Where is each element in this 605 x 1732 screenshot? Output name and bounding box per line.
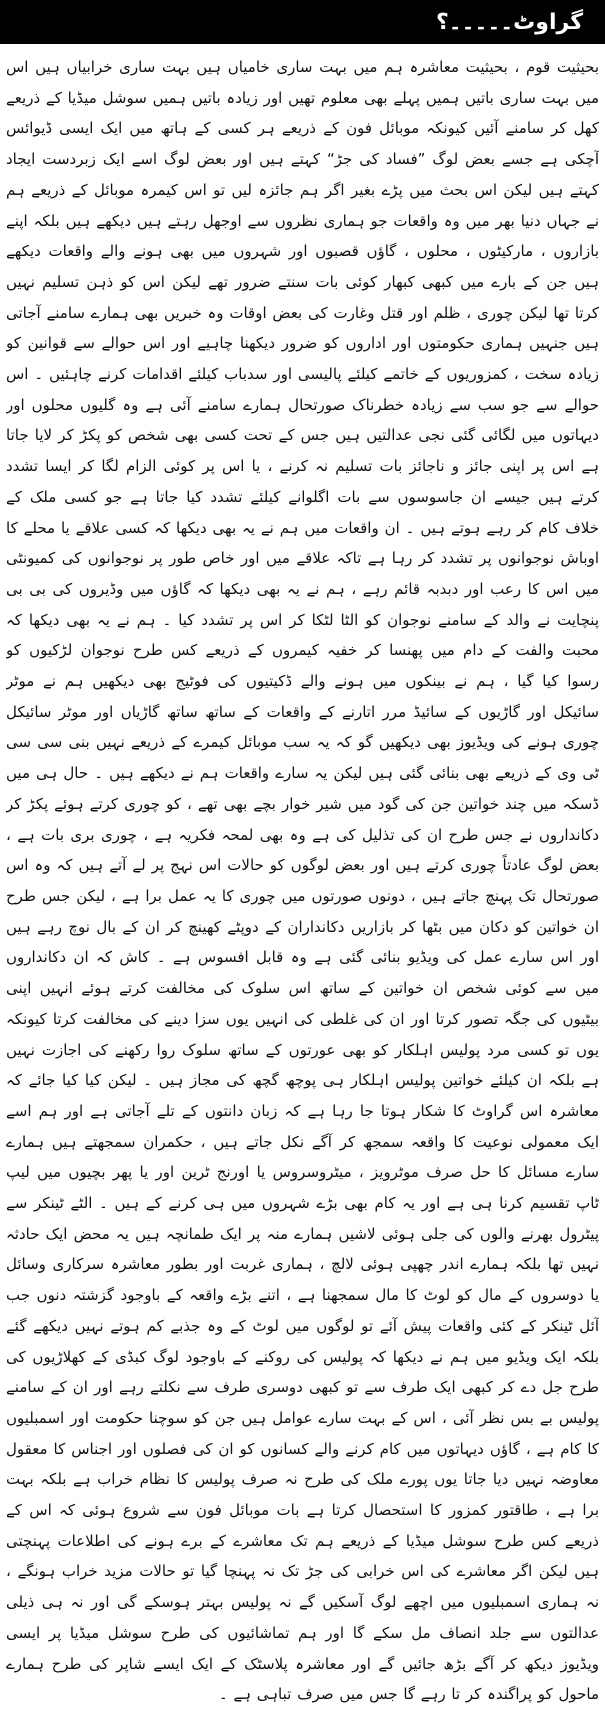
article-title: گراوٹ۔۔۔۔۔؟ (435, 9, 583, 35)
article-body-container (6, 52, 599, 1727)
article-body: بحیثیت قوم ، بحیثیت معاشرہ ہم میں بہت ساری خامیاں ہیں بہت ساری خرابیاں ہیں اس میں بہت ساری باتیں ہمیں پہلے بھی معلوم تھیں اور زیادہ باتیں ہمیں سوشل میڈیا کے ذریعے کھل کر سامنے آئیں کیونکہ موبائل فون کے ذریعے ہر کسی کے ہاتھ میں ایک ایسی ڈیوائس آچکی ہے جسے بعض لوگ ”فساد کی جڑ“ کہتے ہیں اور بعض لوگ اسے ایک زبردست ایجاد کہتے ہیں لیکن اس بحث میں پڑے بغیر اگر ہم جائزہ لیں تو اس کیمرہ موبائل کے ذریعے ہم نے جہاں دنیا بھر میں وہ واقعات جو ہماری نظروں سے اوجھل رہتے ہیں دیکھے ہیں بلکہ اپنے بازاروں ، مارکیٹوں ، محلوں ، گاؤں قصبوں اور شہروں میں بھی ہونے والے واقعات دیکھے ہیں جن کے بارے میں کبھی کبھار کوئی بات سنتے ضرور تھے لیکن اس کو ذہن تسلیم نہیں کرتا تھا لیکن چوری ، ظلم اور قتل وغارت کی بعض اوقات وہ خبریں بھی ہمارے سامنے آجاتی ہیں جنہیں ہماری حکومتوں اور اداروں کو ضرور دیکھنا چاہیے اور اس حوالے سے قوانین کو زیادہ سخت ، کمزوریوں کے خاتمے کیلئے پالیسی اور سدباب کیلئے اقدامات کرنے چاہئیں ۔ اس حوالے سے جو سب سے زیادہ خطرناک صورتحال ہمارے سامنے آئی ہے وہ گلیوں محلوں اور دیہاتوں میں لگائی گئی نجی عدالتیں ہیں جس کے تحت کسی بھی شخص کو پکڑ کر لایا جاتا ہے اس پر اپنی جائز و ناجائز بات تسلیم نہ کرنے ، یا اس پر کوئی الزام لگا کر ایسا تشدد کرتے ہیں جیسے ان جاسوسوں سے بات اگلوانے کیلئے تشدد کیا جاتا ہے جو کسی ملک کے خلاف کام کر رہے ہوتے ہیں ۔ ان واقعات میں ہم نے یہ بھی دیکھا کہ کسی علاقے یا محلے کا اوباش نوجوانوں پر تشدد کر رہا ہے تاکہ علاقے میں اور خاص طور پر نوجوانوں کی کمیونٹی میں اس کا رعب اور دبدبہ قائم رہے ، ہم نے یہ بھی دیکھا کہ گاؤں میں وڈیروں کی بی بی پنچایت نے والد کے سامنے نوجوان کو الٹا لٹکا کر اس پر تشدد کیا ۔ ہم نے یہ بھی دیکھا کہ محبت والفت کے دام میں پھنسا کر خفیہ کیمروں کے ذریعے کس طرح نوجوان لڑکیوں کو رسوا کیا گیا ، ہم نے بینکوں میں ہونے والے ڈکیتیوں کی فوٹیج بھی دیکھیں ہم نے موٹر سائیکل اور گاڑیوں کے سائیڈ مرر اتارنے کے واقعات کے ساتھ ساتھ گاڑیاں اور موٹر سائیکل چوری ہونے کی ویڈیوز بھی دیکھیں گو کہ یہ سب موبائل کیمرے کے ذریعے نہیں بنی سی سی ٹی وی کے ذریعے بھی بنائی گئی ہیں لیکن یہ سارے واقعات ہم نے دیکھے ہیں ۔ حال ہی میں ڈسکہ میں چند خواتین جن کی گود میں شیر خوار بچے بھی تھے ، کو چوری کرتے ہوئے پکڑ کر دکانداروں نے جس طرح ان کی تذلیل کی ہے وہ بھی لمحہ فکریہ ہے ، چوری بری بات ہے ، بعض لوگ عادتاً چوری کرتے ہیں اور بعض لوگوں کو حالات اس نہج پر لے آتے ہیں کہ وہ اس صورتحال تک پہنچ جاتے ہیں ، دونوں صورتوں میں چوری کا یہ عمل برا ہے ، لیکن جس طرح ان خواتین کو دکان میں بٹھا کر بازاریں دکانداران کے دوپٹے کھینچ کر ان کے بال نوچ رہے ہیں اور اس سارے عمل کی ویڈیو بنائی گئی ہے وہ قابل افسوس ہے ۔ کاش کہ ان دکانداروں میں سے کوئی شخص ان خواتین کے ساتھ اس سلوک کی مخالفت کرتے ہوئے انہیں اپنی بیٹیوں کی جگہ تصور کرتا اور ان کی غلطی کی انہیں یوں سزا دینے کی مخالفت کرتا کیونکہ یوں تو کسی مرد پولیس اہلکار کو بھی عورتوں کے ساتھ سلوک روا رکھنے کی اجازت نہیں ہے بلکہ ان کیلئے خواتین پولیس اہلکار ہی پوچھ گچھ کی مجاز ہیں ۔ لیکن کیا کیا جائے کہ معاشرہ اس گراوٹ کا شکار ہوتا جا رہا ہے کہ زبان دانتوں کے تلے آجاتی ہے اور ہم اسے ایک معمولی نوعیت کا واقعہ سمجھ کر آگے نکل جاتے ہیں ، حکمران سمجھتے ہیں ہمارے سارے مسائل کا حل صرف موٹرویز ، میٹروسروس یا اورنج ٹرین اور یا پھر بچیوں میں لیپ ٹاپ تقسیم کرنا ہی ہے اور یہ کام بھی بڑے شہروں میں ہی کرنے کے ہیں ۔ الٹے ٹینکر سے پیٹرول بھرنے والوں کی جلی ہوئی لاشیں ہمارے منہ پر ایک طمانچہ ہیں یہ محض ایک حادثہ نہیں تھا بلکہ ہمارے اندر چھپی ہوئی لالچ ، ہماری غربت اور بطور معاشرہ سرکاری وسائل یا دوسروں کے مال کو لوٹ کا مال سمجھنا ہے ، اتنے بڑے واقعہ کے باوجود گزشتہ دنوں جب آئل ٹینکر کے کئی واقعات پیش آئے تو لوگوں میں لوٹ کے وہ جذبے کم ہوتے نہیں دیکھے گئے بلکہ ایک ویڈیو میں ہم نے دیکھا کہ پولیس کی روکنے کے باوجود لوگ کبڈی کے کھلاڑیوں کی طرح جل دے کر کبھی ایک طرف سے تو کبھی دوسری طرف سے نکلتے رہے اور ان کے سامنے پولیس بے بس نظر آئی ، اس کے بہت سارے عوامل ہیں جن کو سوچنا حکومت اور اسمبلیوں کا کام ہے ، گاؤں دیہاتوں میں کام کرنے والے کسانوں کو ان کی فصلوں اور اجناس کا معقول معاوضہ نہیں دیا جاتا یوں پورے ملک کی طرح نہ صرف پولیس کا نظام خراب ہے بلکہ بہت برا ہے ، طاقتور کمزور کا استحصال کرتا ہے بات موبائل فون سے شروع ہوئی کہ اس کے ذریعے کس طرح سوشل میڈیا کے ذریعے ہم تک معاشرے کے برے ہونے کی اطلاعات پہنچتی ہیں لیکن اگر معاشرے کی اس خرابی کی جڑ تک نہ پہنچا گیا تو حالات مزید خراب ہونگے ، نہ ہماری اسمبلیوں میں اچھے لوگ آسکیں گے نہ پولیس بہتر ہوسکے گی اور نہ ہی ذیلی عدالتوں سے جلد انصاف مل سکے گا اور ہم تماشائیوں کی طرح سوشل میڈیا پر ایسی ویڈیوز دیکھ کر آگے بڑھ جائیں گے اور معاشرہ پلاسٹک کے ایک ایسے شاپر کی طرح ہمارے ماحول کو پراگندہ کر تا رہے گا جس میں صرف تباہی ہے ۔ (6, 58, 599, 1704)
title-bar (0, 0, 605, 44)
